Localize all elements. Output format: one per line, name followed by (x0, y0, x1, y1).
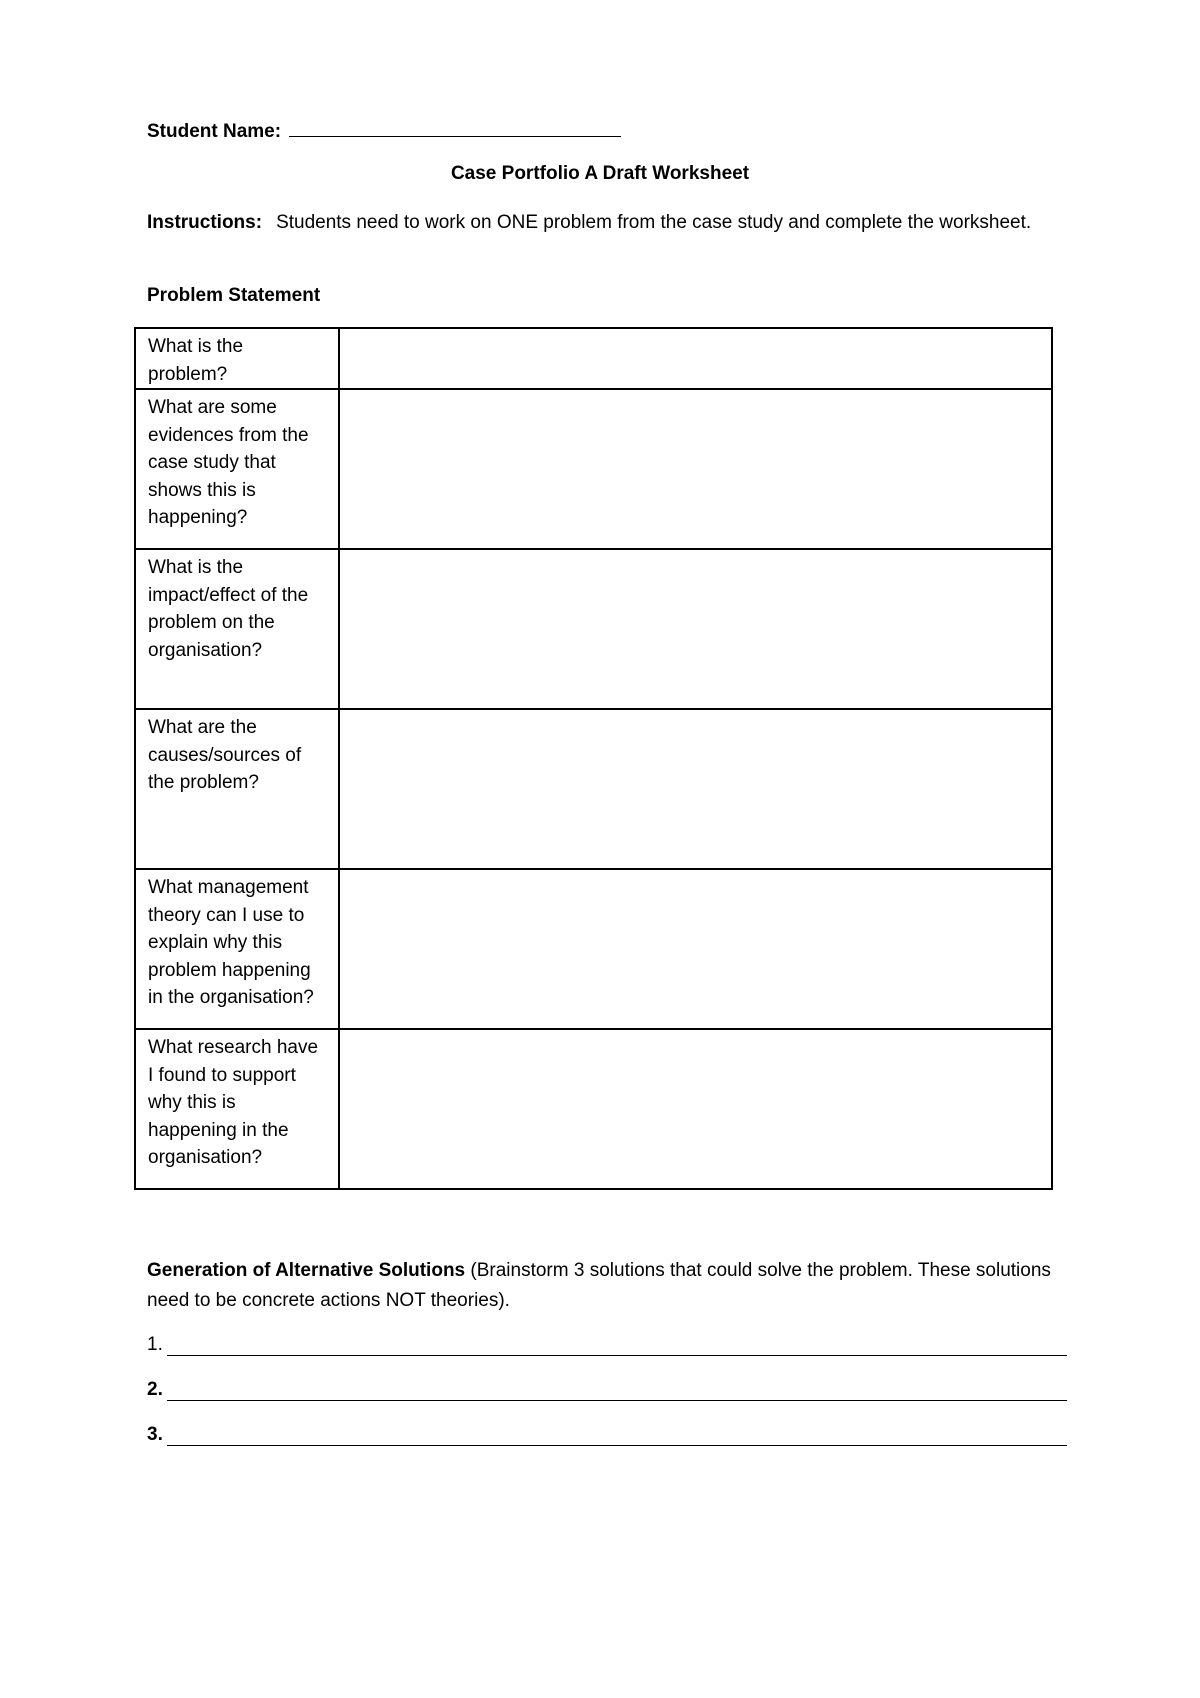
table-row (135, 709, 1052, 869)
solution-number: 3. (147, 1424, 163, 1445)
question-cell: What management theory can I use to explain why this problem happening in the organisation? (135, 869, 339, 1029)
instructions-text: Students need to work on ONE problem from the case study and complete the worksheet. (276, 212, 1032, 233)
alternative-solutions-title: Generation of Alternative Solutions (147, 1260, 466, 1281)
answer-cell[interactable] (339, 389, 1052, 549)
answer-cell[interactable] (339, 549, 1052, 709)
solution-row-1 (147, 1334, 1067, 1356)
solution-number: 1. (147, 1334, 163, 1355)
question-cell: What are the causes/sources of the problem? (135, 709, 339, 869)
answer-cell[interactable] (339, 709, 1052, 869)
solution-input-3[interactable] (167, 1425, 1067, 1446)
problem-statement-table (134, 327, 1053, 1190)
alternative-solutions-note: (Brainstorm 3 solutions that could solve the problem. These solutions need to be concrete actions NOT theories). (147, 1260, 1051, 1311)
answer-cell[interactable] (339, 1029, 1052, 1189)
question-cell: What research have I found to support why this is happening in the organisation? (135, 1029, 339, 1189)
solution-number: 2. (147, 1379, 163, 1400)
problem-statement-heading: Problem Statement (147, 285, 321, 306)
solution-row-3 (147, 1424, 1067, 1446)
answer-cell[interactable] (339, 869, 1052, 1029)
solution-row-2 (147, 1379, 1067, 1401)
table-row (135, 328, 1052, 389)
table-row (135, 869, 1052, 1029)
solution-input-2[interactable] (167, 1380, 1067, 1401)
instructions-paragraph (147, 208, 1064, 238)
table-row (135, 389, 1052, 549)
table-row (135, 1029, 1052, 1189)
question-cell: What is the problem? (135, 328, 339, 389)
instructions-label: Instructions: (147, 212, 263, 233)
page-title: Case Portfolio A Draft Worksheet (450, 163, 750, 184)
student-name-field[interactable] (289, 118, 621, 137)
solution-input-1[interactable] (167, 1335, 1067, 1356)
alternative-solutions-heading (147, 1256, 1067, 1316)
student-name-label: Student Name: (147, 121, 282, 142)
answer-cell[interactable] (339, 328, 1052, 389)
table-row (135, 549, 1052, 709)
question-cell: What is the impact/effect of the problem on the organisation? (135, 549, 339, 709)
question-cell: What are some evidences from the case study that shows this is happening? (135, 389, 339, 549)
student-name-row (147, 118, 621, 143)
